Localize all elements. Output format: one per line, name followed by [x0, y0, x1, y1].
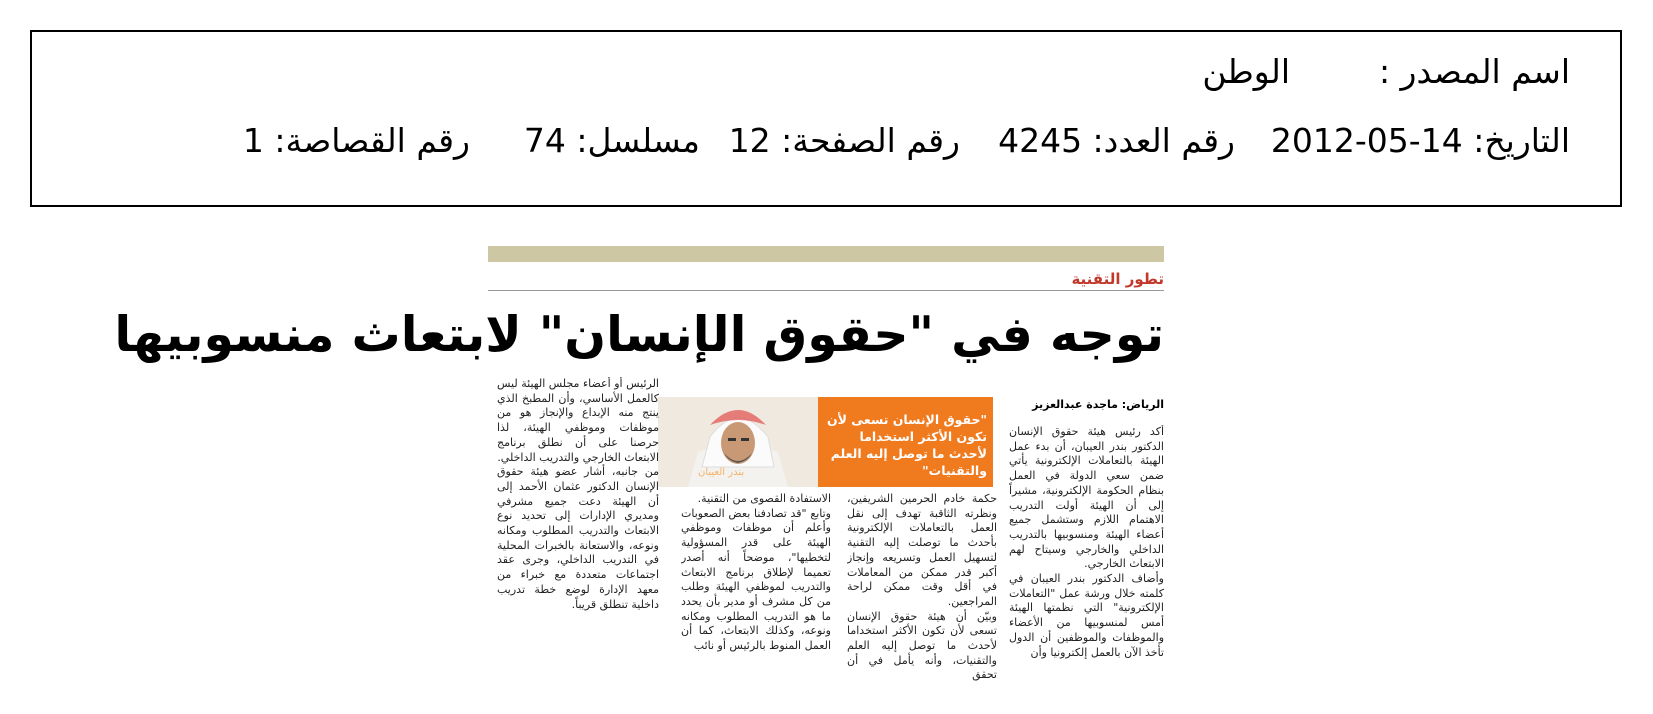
pull-quote: "حقوق الإنسان تسعى لأن تكون الأكثر استخداما لأحدث ما توصل إليه العلم والتقنيات" [826, 412, 987, 478]
paragraph: وبيّن أن هيئة حقوق الإنسان تسعى لأن تكون الأكثر استخداما لأحدث ما توصل إليه العلم والتقنيات، وأنه يأمل في أن تحقق [847, 609, 997, 682]
source-label: اسم المصدر : [1378, 52, 1570, 91]
section-label: تطور التقنية [1071, 270, 1164, 288]
photo-quote-box [658, 397, 993, 487]
clip-number: رقم القصاصة: 1 [242, 121, 470, 160]
paragraph: أكد رئيس هيئة حقوق الإنسان الدكتور بندر العيبان، أن بدء عمل الهيئة بالتعاملات الإلكترونية يأتي ضمن سعي الدولة في العمل بنظام الحكومة الإلكترونية، مشيراً إلى أن الهيئة أولت التدريب الاهتمام اللازم وستشمل جميع أعضاء الهيئة ومنسوبيها بالتدريب الداخلي والخارجي وسيتاح لهم الابتعاث الخارجي. [1009, 425, 1164, 571]
article-column-4 [497, 377, 659, 693]
article-column-1 [1009, 425, 1164, 693]
newspaper-clipping [114, 240, 1164, 696]
article-column-3 [681, 492, 831, 693]
document-metadata-box [30, 30, 1622, 207]
article-column-2 [847, 492, 997, 693]
serial-number: مسلسل: 74 [523, 121, 700, 160]
issue-number: رقم العدد: 4245 [998, 121, 1235, 160]
top-color-bar [488, 246, 1164, 262]
paragraph: حكمة خادم الحرمين الشريفين، ونظرته الثاقبة تهدف إلى نقل العمل بالتعاملات الإلكترونية بأحدث ما توصلت إليه التقنية لتسهيل العمل وتسريعه وإنجاز أكبر قدر ممكن من المعاملات في أقل وقت ممكن لراحة المراجعين. [847, 492, 997, 608]
paragraph: الرئيس أو أعضاء مجلس الهيئة ليس كالعمل الأساسي، وأن المطبخ الذي ينتج منه الإبداع والإنجاز هو من موظفات وموظفي الهيئة، لذا حرصنا على أن نطلق برنامج الابتعاث الخارجي والتدريب الداخلي. [497, 377, 659, 464]
page-number: رقم الصفحة: 12 [728, 121, 960, 160]
paragraph: الاستفادة القصوى من التقنية. [697, 492, 831, 505]
paragraph: وتابع "قد تصادفنا بعض الصعوبات وأعلم أن موظفات وموظفي الهيئة على قدر المسؤولية لتخطيها"، موضحاً أنه أصدر تعميما لإطلاق برنامج الابتعاث والتدريب لموظفي الهيئة وطلب من كل مشرف أو مدير بأن يحدد ما هو التدريب المطلوب ومكانه ونوعه، وكذلك الابتعاث، كما أن العمل المنوط بالرئيس أو نائب [681, 506, 831, 653]
article-byline: الرياض: ماجدة عبدالعزيز [1032, 398, 1164, 411]
date-field: التاريخ: 14-05-2012 [1270, 121, 1570, 160]
paragraph: من جانبه، أشار عضو هيئة حقوق الإنسان الدكتور عثمان الأحمد إلى أن الهيئة دعت جميع مشرفي ومديري الإدارات إلى تحديد نوع الابتعاث والتدريب المطلوب ومكانه ونوعه، والاستعانة بالخبرات المحلية في التدريب الداخلي، وجرى عقد اجتماعات متعددة مع خبراء من معهد الإدارة لوضع خطة تدريب داخلية تنطلق قريباً. [497, 465, 659, 611]
source-value: الوطن [1202, 52, 1290, 91]
paragraph: وأضاف الدكتور بندر العيبان في كلمته خلال ورشة عمل "التعاملات الإلكترونية" التي نظمتها الهيئة أمس لمنسوبيها من الأعضاء والموظفات والموظفين أن الدول تأخذ الآن بالعمل إلكترونيا وأن [1009, 572, 1164, 659]
article-headline: توجه في "حقوق الإنسان" لابتعاث منسوبيها [114, 306, 1164, 363]
section-divider [488, 290, 1164, 291]
portrait-photo [658, 397, 818, 487]
photo-caption: بندر العيبان [698, 467, 745, 478]
